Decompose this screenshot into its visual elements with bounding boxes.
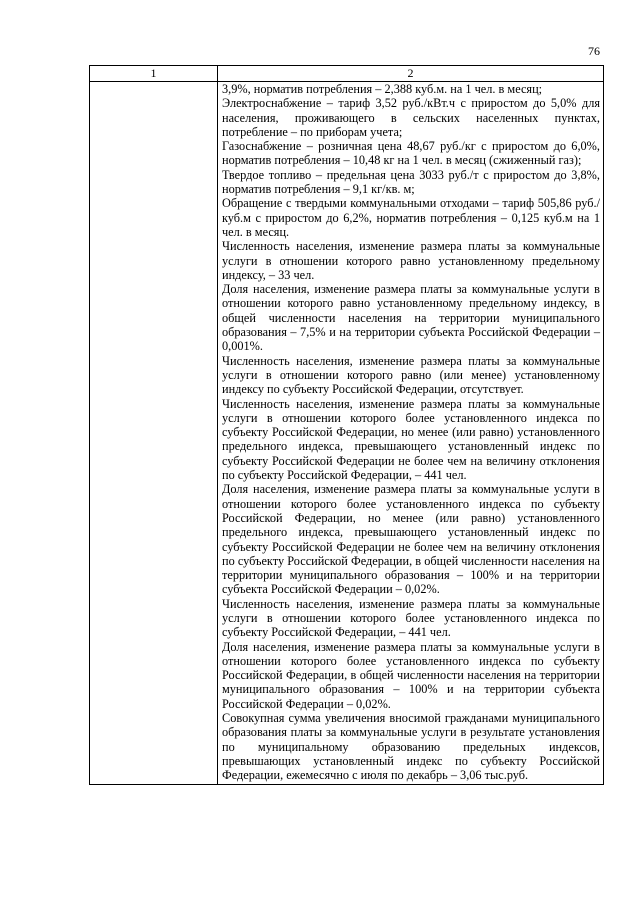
paragraph-waste: Обращение с твердыми коммунальными отходами – тариф 505,86 руб./куб.м с приростом до 6,2%, норматив потребления – 0,125 куб.м на 1 чел. в месяц.	[222, 196, 600, 239]
paragraph-solid-fuel: Твердое топливо – предельная цена 3033 руб./т с приростом до 3,8%, норматив потребления – 9,1 кг/кв. м;	[222, 167, 600, 197]
paragraph-population-equal-limit: Численность населения, изменение размера платы за коммунальные услуги в отношении которого равно установленному предельному индексу, – 33 чел.	[222, 239, 600, 282]
column-2-header: 2	[218, 66, 604, 82]
column-2-content-cell	[218, 82, 604, 785]
paragraph-share-equal-limit: Доля населения, изменение размера платы за коммунальные услуги в отношении которого равно установленному предельному индексу, в общей численности населения на территории муниципального образования – 7,5% и на территории субъекта Российской Федерации – 0,001%.	[222, 282, 600, 354]
paragraph-total-increase: Совокупная сумма увеличения вносимой гражданами муниципального образования платы за коммунальные услуги в результате установления по муниципальному образованию предельных индексов, превышающих установленный индекс по субъекту Российской Федерации, ежемесячно с июля по декабрь – 3,06 тыс.руб.	[222, 711, 600, 783]
table-header-row	[90, 66, 604, 82]
paragraph-share-within-deviation: Доля населения, изменение размера платы за коммунальные услуги в отношении которого более установленного индекса по субъекту Российской Федерации, но менее (или равно) установленного предельного индекса, превышающего установленный индекс по субъекту Российской Федерации не более чем на величину отклонения по субъекту Российской Федерации, в общей численности населения на территории муниципального образования – 100% и на территории субъекта Российской Федерации – 0,02%.	[222, 482, 600, 597]
page-number: 76	[588, 44, 600, 58]
paragraph-share-above-index: Доля населения, изменение размера платы за коммунальные услуги в отношении которого более установленного индекса по субъекту Российской Федерации, в общей численности населения на территории муниципального образования – 100% и на территории субъекта Российской Федерации – 0,02%.	[222, 639, 600, 711]
paragraph-population-below-index: Численность населения, изменение размера платы за коммунальные услуги в отношении которого равно (или менее) установленному индексу по субъекту Российской Федерации, отсутствует.	[222, 353, 600, 397]
document-table	[89, 65, 604, 785]
paragraph-gas: Газоснабжение – розничная цена 48,67 руб./кг с приростом до 6,0%, норматив потребления – 10,48 кг на 1 чел. в месяц (сжиженный газ);	[222, 139, 600, 168]
column-1-empty-cell	[90, 82, 218, 785]
paragraph-population-within-deviation: Численность населения, изменение размера платы за коммунальные услуги в отношении которого более установленного индекса по субъекту Российской Федерации, но менее (или равно) установленного предельного индекса, превышающего установленный индекс по субъекту Российской Федерации не более чем на величину отклонения по субъекту Российской Федерации, – 441 чел.	[222, 396, 600, 483]
paragraph-electricity: Электроснабжение – тариф 3,52 руб./кВт.ч с приростом до 5,0% для населения, проживающего в сельских населенных пунктах, потребление – по приборам учета;	[222, 96, 600, 139]
table-content-row	[90, 82, 604, 785]
paragraph-population-above-index: Численность населения, изменение размера платы за коммунальные услуги в отношении которого более установленного индекса по субъекту Российской Федерации, – 441 чел.	[222, 596, 600, 640]
paragraph-water-norm: 3,9%, норматив потребления – 2,388 куб.м. на 1 чел. в месяц;	[222, 82, 543, 96]
column-1-header: 1	[90, 66, 218, 82]
